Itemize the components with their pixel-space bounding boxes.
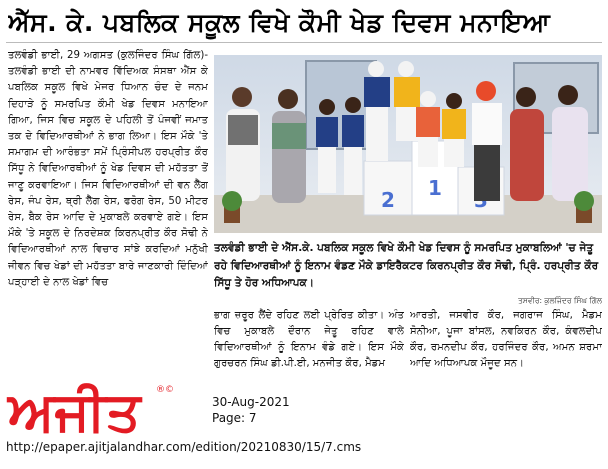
body-left-text: ਤਲਵੰਡੀ ਭਾਈ ਦੀ ਨਾਮਵਰ ਵਿੱਦਿਅਕ ਸੰਸਥਾ ਐੱਸ ਕੇ ਪਬਲਿਕ ਸਕੂਲ ਵਿਖੇ ਮੇਜਰ ਧਿਆਨ ਚੰਦ ਦੇ ਜਨਮ ਦਿਹਾੜੇ ਨੂੰ ਸਮਰਪਿਤ ਕੌਮੀ ਖੇਡ ਦਿਵਸ ਮਨਾਇਆ ਗਿਆ, ਜਿਸ ਵਿਚ ਸਕੂਲ ਦੇ ਪਹਿਲੀ ਤੋਂ ਪੰਜਵੀਂ ਜਮਾਤ ਤਕ ਦੇ ਵਿਦਿਆਰਥੀਆਂ ਨੇ ਭਾਗ ਲਿਆ। ਇਸ ਮੌਕੇ 'ਤੇ ਸਮਾਗਮ ਦੀ ਆਰੰਭਤਾ ਸਮੇਂ ਪ੍ਰਿੰਸੀਪਲ ਹਰਪ੍ਰੀਤ ਕੌਰ ਸਿੱਧੂ ਨੇ ਵਿਦਿਆਰਥੀਆਂ ਨੂੰ ਖੇਡ ਦਿਵਸ ਦੀ ਮਹੱਤਤਾ ਤੋਂ ਜਾਣੂ ਕਰਵਾਇਆ। ਜਿਸ ਵਿਦਿਆਰਥੀਆਂ ਦੀ ਵਨ ਲੈੱਗ ਰੇਸ, ਜੰਪ ਰੇਸ, ਥ੍ਰੀ ਲੈੱਗ ਰੇਸ, ਫਰੋਗ ਰੇਸ, 50 ਮੀਟਰ ਰੇਸ, ਬੈਕ ਰੇਸ ਆਦਿ ਦੇ ਮੁਕਾਬਲੇ ਕਰਵਾਏ ਗਏ। ਇਸ ਮੌਕੇ 'ਤੇ ਸਕੂਲ ਦੇ ਨਿਰਦੇਸ਼ਕ ਕਿਰਨਪ੍ਰੀਤ ਕੌਰ ਸੋਢੀ ਨੇ ਵਿਦਿਆਰਥੀਆਂ ਨਾਲ ਵਿਚਾਰ ਸਾਂਝੇ ਕਰਦਿਆਂ ਮਨੁੱਖੀ ਜੀਵਨ ਵਿਚ ਖੇਡਾਂ ਦੀ ਮਹੱਤਤਾ ਬਾਰੇ ਜਾਣਕਾਰੀ ਦਿੰਦਿਆਂ ਪੜ੍ਹਾਈ ਦੇ ਨਾਲ ਖੇਡਾਂ ਵਿਚ	[8, 66, 208, 288]
headline: ਐੱਸ. ਕੇ. ਪਬਲਿਕ ਸਕੂਲ ਵਿਖੇ ਕੌਮੀ ਖੇਡ ਦਿਵਸ ਮਨਾਇਆ	[8, 8, 551, 37]
page-number: Page: 7	[212, 411, 257, 425]
photo-caption: ਤਲਵੰਡੀ ਭਾਈ ਦੇ ਐੱਸ.ਕੇ. ਪਬਲਿਕ ਸਕੂਲ ਵਿਖੇ ਕੌਮੀ ਖੇਡ ਦਿਵਸ ਨੂੰ ਸਮਰਪਿਤ ਮੁਕਾਬਲਿਆਂ 'ਚ ਜੇਤੂ ਰਹੇ ਵਿਦਿਆਰਥੀਆਂ ਨੂੰ ਇਨਾਮ ਵੰਡਣ ਮੌਕੇ ਡਾਇਰੈਕਟਰ ਕਿਰਨਪ੍ਰੀਤ ਕੌਰ ਸੋਢੀ, ਪ੍ਰਿੰ. ਹਰਪ੍ਰੀਤ ਕੌਰ ਸਿੱਧੂ ਤੇ ਹੋਰ ਅਧਿਆਪਕ।	[214, 242, 599, 289]
publication-date: 30-Aug-2021	[212, 395, 290, 409]
news-photo	[214, 55, 602, 233]
podium-group-photo	[214, 55, 602, 233]
article-body-left	[8, 48, 208, 291]
podium-number-2: 2	[381, 188, 395, 212]
byline: ਤਲਵੰਡੀ ਭਾਈ, 29 ਅਗਸਤ (ਕੁਲਜਿੰਦਰ ਸਿੰਘ ਗਿੱਲ)-	[8, 50, 208, 61]
article-column-left	[8, 48, 208, 410]
article-column-middle: ਭਾਗ ਜ਼ਰੂਰ ਲੈਂਦੇ ਰਹਿਣ ਲਈ ਪ੍ਰੇਰਿਤ ਕੀਤਾ। ਅੰਤ ਵਿਚ ਮੁਕਾਬਲੇ ਦੌਰਾਨ ਜੇਤੂ ਰਹਿਣ ਵਾਲੇ ਵਿਦਿਆਰਥੀਆਂ ਨੂੰ ਇਨਾਮ ਵੰਡੇ ਗਏ। ਇਸ ਮੌਕੇ ਗੁਰਚਰਨ ਸਿੰਘ ਡੀ.ਪੀ.ਈ, ਮਨਜੀਤ ਕੌਰ, ਮੈਡਮ	[214, 310, 404, 369]
ajit-logo	[6, 376, 174, 442]
article-column-right: ਆਰਤੀ, ਜਸਵੀਰ ਕੌਰ, ਜਗਰਾਜ ਸਿੰਘ, ਮੈਡਮ ਸੋਨੀਆ, ਪੂਜਾ ਬਾਂਸਲ, ਨਵਕਿਰਨ ਕੌਰ, ਕੰਵਲਦੀਪ ਕੌਰ, ਰਮਨਦੀਪ ਕੌਰ, ਹਰਜਿੰਦਰ ਕੌਰ, ਅਮਨ ਸ਼ਰਮਾ ਆਦਿ ਅਧਿਆਪਕ ਮੌਜੂਦ ਸਨ।	[410, 310, 602, 369]
photo-credit: ਤਸਵੀਰ: ਕੁਲਜਿੰਦਰ ਸਿੰਘ ਗਿੱਲ	[518, 296, 602, 305]
registered-mark: ®©	[156, 385, 174, 395]
headline-divider	[6, 42, 602, 43]
logo-text: ਅਜੀਤ	[8, 380, 141, 442]
podium-number-1: 1	[428, 176, 442, 200]
epaper-url[interactable]: http://epaper.ajitjalandhar.com/edition/20210830/15/7.cms	[6, 440, 362, 454]
